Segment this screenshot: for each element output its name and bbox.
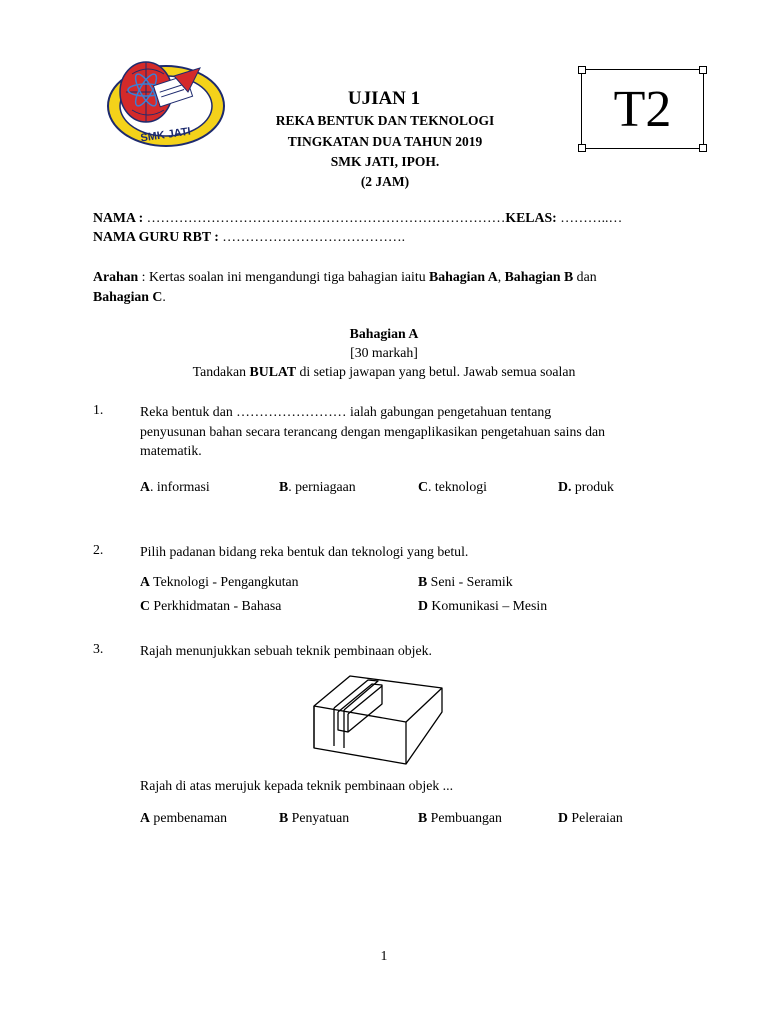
- question-text: Pilih padanan bidang reka bentuk dan teknologi yang betul.: [140, 544, 469, 559]
- option-d[interactable]: D Komunikasi – Mesin: [418, 598, 548, 613]
- name-line: [93, 210, 622, 226]
- option-b[interactable]: B Seni - Seramik: [418, 574, 513, 589]
- section-marks: [30 markah]: [350, 345, 418, 360]
- school-line: SMK JATI, IPOH.: [330, 154, 440, 169]
- logo-text: SMK JATI: [139, 125, 192, 145]
- question-number: 3.: [93, 641, 104, 656]
- question-text: Reka bentuk dan …………………… ialah gabungan pengetahuan tentang penyusunan bahan secara terancang dengan mengaplikasikan pengetahuan sains dan matematik.: [140, 404, 606, 458]
- duration-line: (2 JAM): [360, 174, 410, 189]
- question-number: 2.: [93, 542, 104, 557]
- name-label: NAMA :: [93, 210, 147, 225]
- option-c[interactable]: C. teknologi: [418, 479, 487, 494]
- form-code: T2: [613, 80, 672, 138]
- class-dots: ………..…: [560, 210, 623, 225]
- option-a[interactable]: A Teknologi - Pengangkutan: [140, 574, 299, 589]
- exam-title: UJIAN 1: [347, 88, 421, 109]
- option-a[interactable]: A. informasi: [140, 479, 210, 494]
- school-logo: [104, 52, 232, 154]
- question-number: 1.: [93, 402, 104, 417]
- teacher-label: NAMA GURU RBT :: [93, 229, 223, 244]
- option-b[interactable]: B Penyatuan: [279, 810, 350, 825]
- option-c[interactable]: B Pembuangan: [418, 810, 502, 825]
- page-number: 1: [380, 948, 388, 963]
- question-followup: Rajah di atas merujuk kepada teknik pembinaan objek ...: [140, 778, 454, 793]
- option-d[interactable]: D. produk: [558, 479, 614, 494]
- option-b[interactable]: B. perniagaan: [279, 479, 356, 494]
- form-code-box: [581, 69, 704, 149]
- option-c[interactable]: C Perkhidmatan - Bahasa: [140, 598, 282, 613]
- class-label: KELAS:: [505, 210, 561, 225]
- question-text: Rajah menunjukkan sebuah teknik pembinaan objek.: [140, 643, 432, 658]
- section-instruction: Tandakan BULAT di setiap jawapan yang betul. Jawab semua soalan: [192, 364, 576, 379]
- name-dots: ……………………………………………………………………: [146, 210, 506, 225]
- instructions: Arahan : Kertas soalan ini mengandungi tiga bahagian iaitu Bahagian A, Bahagian B dan Bahagian C.: [93, 269, 597, 304]
- teacher-line: [93, 229, 405, 245]
- subject-line: REKA BENTUK DAN TEKNOLOGI: [275, 113, 495, 128]
- teacher-dots: ………………………………….: [222, 229, 406, 244]
- level-line: TINGKATAN DUA TAHUN 2019: [287, 134, 483, 149]
- option-a[interactable]: A pembenaman: [140, 810, 227, 825]
- section-title: Bahagian A: [349, 326, 419, 341]
- option-d[interactable]: D Peleraian: [558, 810, 623, 825]
- construction-figure: [310, 666, 446, 770]
